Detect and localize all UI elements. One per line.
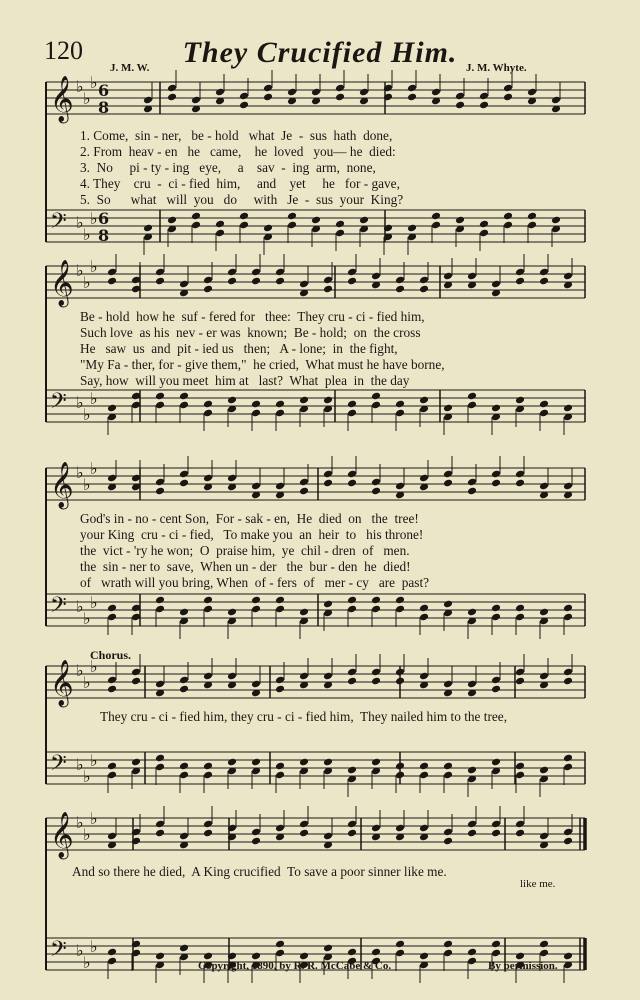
- notehead: [419, 285, 429, 294]
- notehead: [347, 766, 357, 775]
- notehead: [359, 216, 369, 225]
- notehead: [443, 940, 453, 949]
- notehead: [551, 216, 561, 225]
- notehead: [299, 829, 309, 838]
- notehead: [419, 762, 429, 771]
- notehead: [323, 396, 333, 405]
- notehead: [323, 944, 333, 953]
- notehead: [203, 762, 213, 771]
- notehead: [299, 487, 309, 496]
- notehead: [323, 479, 333, 488]
- bass-clef-icon: 𝄢: [50, 751, 67, 781]
- notehead: [455, 101, 465, 110]
- notehead: [443, 762, 453, 771]
- notehead: [563, 952, 573, 961]
- flat-icon: ♭: [90, 73, 98, 92]
- verse-line: the sin - ner to save, When un - der the bur - den he died!: [80, 559, 411, 574]
- notehead: [107, 948, 117, 957]
- notehead: [515, 396, 525, 405]
- notehead: [131, 677, 141, 686]
- flat-icon: ♭: [90, 389, 98, 408]
- notehead: [515, 762, 525, 771]
- verse-line: your King cru - ci - fied, To make you an heir to his throne!: [80, 527, 424, 542]
- notehead: [275, 685, 285, 694]
- flat-icon: ♭: [83, 225, 91, 244]
- flat-icon: ♭: [83, 825, 91, 844]
- notehead: [395, 940, 405, 949]
- notehead: [311, 216, 321, 225]
- notehead: [515, 479, 525, 488]
- notehead: [179, 762, 189, 771]
- notehead: [491, 604, 501, 613]
- notehead: [503, 93, 513, 102]
- notehead: [539, 400, 549, 409]
- permission-notice: By permission.: [488, 960, 558, 972]
- notehead: [263, 224, 273, 233]
- bass-clef-icon: 𝄢: [50, 937, 67, 967]
- notehead: [371, 677, 381, 686]
- notehead: [467, 392, 477, 401]
- treble-clef-icon: 𝄞: [50, 462, 74, 508]
- notehead: [395, 400, 405, 409]
- notehead: [323, 600, 333, 609]
- notehead: [395, 762, 405, 771]
- bass-clef-icon: 𝄢: [50, 593, 67, 623]
- notehead: [491, 758, 501, 767]
- notehead: [263, 93, 273, 102]
- notehead: [191, 212, 201, 221]
- notehead: [347, 677, 357, 686]
- notehead: [491, 404, 501, 413]
- notehead: [323, 285, 333, 294]
- notehead: [335, 93, 345, 102]
- notehead: [107, 762, 117, 771]
- notehead: [251, 758, 261, 767]
- flat-icon: ♭: [83, 89, 91, 108]
- notehead: [443, 479, 453, 488]
- notehead: [443, 837, 453, 846]
- notehead: [539, 608, 549, 617]
- notehead: [515, 277, 525, 286]
- notehead: [179, 479, 189, 488]
- notehead: [179, 685, 189, 694]
- notehead: [347, 277, 357, 286]
- copyright-notice: Copyright, 1890, by R. R. McCabe & Co.: [198, 960, 392, 972]
- flat-icon: ♭: [83, 953, 91, 972]
- treble-clef-icon: 𝄞: [50, 260, 74, 306]
- notehead: [215, 220, 225, 229]
- bass-clef-icon: 𝄢: [50, 389, 67, 419]
- notehead: [227, 277, 237, 286]
- verse-line: "My Fa - ther, for - give them," he cried, What must he have borne,: [80, 357, 445, 372]
- notehead: [563, 837, 573, 846]
- notehead: [443, 600, 453, 609]
- verse-line: 1. Come, sin - ner, be - hold what Je - sus hath done,: [80, 128, 393, 143]
- notehead: [323, 758, 333, 767]
- flat-icon: ♭: [83, 475, 91, 494]
- notehead: [491, 479, 501, 488]
- notehead: [275, 940, 285, 949]
- flat-icon: ♭: [83, 767, 91, 786]
- notehead: [299, 758, 309, 767]
- flat-icon: ♭: [76, 755, 84, 774]
- notehead: [167, 216, 177, 225]
- notehead: [491, 829, 501, 838]
- bass-clef-icon: 𝄢: [50, 209, 67, 239]
- notehead: [371, 487, 381, 496]
- chorus-label: Chorus.: [90, 648, 132, 662]
- notehead: [275, 400, 285, 409]
- chorus-lyric-line-2: And so there he died, A King crucified To save a poor sinner like me.: [72, 864, 447, 879]
- verse-line: 3. No pi - ty - ing eye, a sav - ing arm, none,: [80, 160, 376, 175]
- verse-line: 2. From heav - en he came, he loved you— he died:: [80, 144, 396, 159]
- flat-icon: ♭: [83, 273, 91, 292]
- notehead: [107, 277, 117, 286]
- notehead: [155, 277, 165, 286]
- notehead: [539, 940, 549, 949]
- notehead: [227, 758, 237, 767]
- notehead: [227, 608, 237, 617]
- notehead: [131, 758, 141, 767]
- music-composer: J. M. Whyte.: [466, 62, 527, 74]
- flat-icon: ♭: [76, 661, 84, 680]
- notehead: [251, 277, 261, 286]
- flat-icon: ♭: [76, 77, 84, 96]
- notehead: [155, 952, 165, 961]
- notehead: [347, 948, 357, 957]
- notehead: [251, 837, 261, 846]
- flat-icon: ♭: [76, 813, 84, 832]
- notehead: [503, 212, 513, 221]
- notehead: [443, 404, 453, 413]
- notehead: [155, 829, 165, 838]
- flat-icon: ♭: [83, 405, 91, 424]
- time-signature-numerator: 6: [98, 81, 110, 100]
- notehead: [467, 829, 477, 838]
- treble-clef-icon: 𝄞: [50, 660, 74, 706]
- flat-icon: ♭: [76, 213, 84, 232]
- notehead: [395, 677, 405, 686]
- flat-icon: ♭: [90, 751, 98, 770]
- notehead: [347, 829, 357, 838]
- notehead: [407, 93, 417, 102]
- notehead: [479, 101, 489, 110]
- verses-system-3: [80, 511, 590, 591]
- notehead: [371, 948, 381, 957]
- flat-icon: ♭: [76, 393, 84, 412]
- notehead: [467, 608, 477, 617]
- flat-icon: ♭: [76, 597, 84, 616]
- notehead: [467, 487, 477, 496]
- time-signature-denominator: 8: [98, 98, 110, 117]
- verse-line: of wrath will you bring, When of - fers of mer - cy are past?: [80, 575, 430, 590]
- notehead: [407, 224, 417, 233]
- notehead: [203, 596, 213, 605]
- flat-icon: ♭: [90, 257, 98, 276]
- notehead: [179, 944, 189, 953]
- notehead: [251, 596, 261, 605]
- notehead: [299, 608, 309, 617]
- verse-line: God's in - no - cent Son, For - sak - en, He died on the tree!: [80, 511, 419, 526]
- verse-line: Be - hold how he suf - fered for thee: They cru - ci - fied him,: [80, 309, 425, 324]
- page-number: 120: [44, 36, 83, 65]
- notehead: [395, 596, 405, 605]
- time-signature-denominator: 8: [98, 226, 110, 245]
- notehead: [203, 400, 213, 409]
- verse-line: Such love as his nev - er was known; Be - hold; on the cross: [80, 325, 421, 340]
- flat-icon: ♭: [76, 463, 84, 482]
- flat-icon: ♭: [90, 209, 98, 228]
- notehead: [227, 396, 237, 405]
- notehead: [203, 285, 213, 294]
- notehead: [563, 604, 573, 613]
- notehead: [455, 216, 465, 225]
- notehead: [275, 596, 285, 605]
- notehead: [107, 685, 117, 694]
- notehead: [419, 952, 429, 961]
- notehead: [491, 685, 501, 694]
- flat-icon: ♭: [83, 609, 91, 628]
- notehead: [335, 220, 345, 229]
- notehead: [431, 212, 441, 221]
- notehead: [203, 829, 213, 838]
- notehead: [371, 392, 381, 401]
- verses-system-2: [80, 309, 590, 389]
- notehead: [371, 758, 381, 767]
- notehead: [371, 596, 381, 605]
- flat-icon: ♭: [90, 593, 98, 612]
- verse-line: 5. So what will you do with Je - sus your King?: [80, 192, 404, 207]
- notehead: [155, 487, 165, 496]
- flat-icon: ♭: [83, 673, 91, 692]
- chorus-small-lyric: like me.: [520, 878, 556, 890]
- notehead: [539, 766, 549, 775]
- flat-icon: ♭: [90, 657, 98, 676]
- chorus-lyric-line-1: They cru - ci - fied him, they cru - ci - fied him, They nailed him to the tree,: [100, 709, 508, 724]
- notehead: [527, 212, 537, 221]
- notehead: [419, 604, 429, 613]
- flat-icon: ♭: [76, 941, 84, 960]
- words-author: J. M. W.: [110, 62, 150, 74]
- notehead: [155, 596, 165, 605]
- verse-line: Say, how will you meet him at last? What plea in the day: [80, 373, 410, 388]
- notehead: [179, 608, 189, 617]
- treble-clef-icon: 𝄞: [50, 812, 74, 858]
- flat-icon: ♭: [90, 937, 98, 956]
- notehead: [563, 754, 573, 763]
- hymn-title: They Crucified Him.: [182, 36, 458, 69]
- notehead: [179, 392, 189, 401]
- notehead: [515, 829, 525, 838]
- notehead: [347, 479, 357, 488]
- notehead: [143, 224, 153, 233]
- notehead: [347, 400, 357, 409]
- notehead: [239, 101, 249, 110]
- notehead: [155, 392, 165, 401]
- notehead: [347, 596, 357, 605]
- notehead: [563, 677, 573, 686]
- notehead: [275, 762, 285, 771]
- treble-clef-icon: 𝄞: [50, 76, 74, 122]
- notehead: [275, 277, 285, 286]
- notehead: [515, 677, 525, 686]
- notehead: [239, 212, 249, 221]
- notehead: [167, 93, 177, 102]
- notehead: [563, 404, 573, 413]
- notehead: [107, 404, 117, 413]
- notehead: [479, 220, 489, 229]
- verse-line: 4. They cru - ci - fied him, and yet he for - gave,: [80, 176, 400, 191]
- flat-icon: ♭: [76, 261, 84, 280]
- verse-line: the vict - 'ry he won; O praise him, ye chil - dren of men.: [80, 543, 410, 558]
- verses-system-1: [80, 128, 590, 208]
- time-signature-numerator: 6: [98, 209, 110, 228]
- notehead: [395, 285, 405, 294]
- notehead: [491, 940, 501, 949]
- notehead: [287, 212, 297, 221]
- notehead: [155, 754, 165, 763]
- notehead: [251, 400, 261, 409]
- flat-icon: ♭: [90, 459, 98, 478]
- flat-icon: ♭: [90, 809, 98, 828]
- notehead: [299, 396, 309, 405]
- notehead: [467, 948, 477, 957]
- notehead: [515, 604, 525, 613]
- notehead: [419, 396, 429, 405]
- notehead: [467, 766, 477, 775]
- notehead: [539, 277, 549, 286]
- verse-line: He saw us and pit - ied us then; A - lone; in the fight,: [80, 341, 398, 356]
- notehead: [107, 604, 117, 613]
